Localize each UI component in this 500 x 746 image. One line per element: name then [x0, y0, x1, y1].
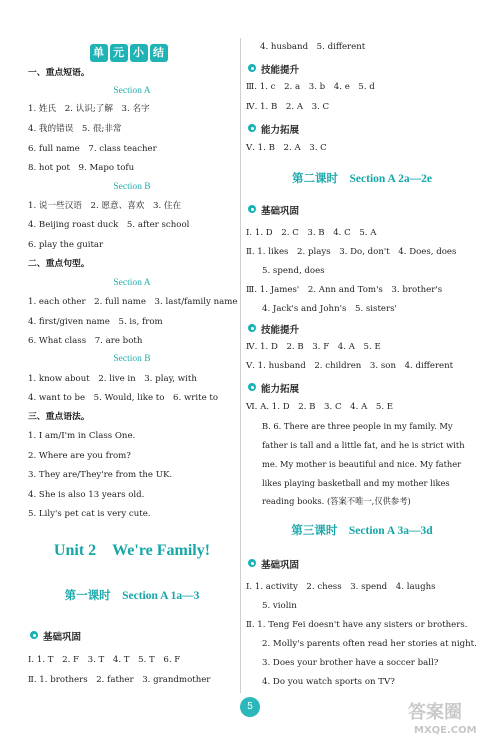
badge-label: 基础巩固 [261, 560, 300, 571]
answer-line: Ⅳ. 1. D 2. B 3. F 4. A 5. E [246, 342, 381, 352]
answer-line: 4. She is also 13 years old. [28, 490, 145, 500]
answer-line: 1. I am/I'm in Class One. [28, 431, 136, 441]
answer-line: Ⅲ. 1. c 2. a 3. b 4. e 5. d [246, 82, 375, 92]
watermark-url: MXQE.COM [414, 725, 477, 736]
answer-line: Ⅴ. 1. husband 2. children 3. son 4. different [246, 361, 454, 371]
bullet-icon [248, 124, 256, 132]
lesson-title: 第一课时 Section A 1a—3 [64, 590, 200, 602]
essay-line: father is tall and a little fat, and he is strict with [262, 440, 465, 450]
answer-line: Ⅱ. 1. brothers 2. father 3. grandmother [28, 675, 211, 685]
answer-line: 4. 我的错误 5. 很;非常 [28, 124, 122, 134]
answer-line: Ⅵ. A. 1. D 2. B 3. C 4. A 5. E [246, 402, 394, 412]
answer-line: Ⅰ. 1. activity 2. chess 3. spend 4. laughs [246, 582, 436, 592]
watermark-logo: 答案圈 [408, 702, 462, 723]
answer-line: 6. play the guitar [28, 240, 104, 250]
answer-line: Ⅱ. 1. likes 2. plays 3. Do, don't 4. Does, does [246, 247, 457, 257]
answer-line: Ⅰ. 1. T 2. F 3. T 4. T 5. T 6. F [28, 655, 181, 665]
answer-line: 5. Lily's pet cat is very cute. [28, 509, 151, 519]
answer-line: 4. want to be 5. Would, like to 6. write to [28, 393, 219, 403]
answer-line: 3. Does your brother have a soccer ball? [262, 658, 439, 668]
answer-line: Ⅴ. 1. B 2. A 3. C [246, 143, 327, 153]
answer-line: 1. 姓氏 2. 认识;了解 3. 名字 [28, 104, 150, 114]
title-char: 单 [90, 44, 108, 62]
answer-line: Ⅳ. 1. B 2. A 3. C [246, 102, 330, 112]
bullet-icon [248, 559, 256, 567]
answer-line: 6. full name 7. class teacher [28, 144, 157, 154]
essay-line: B. 6. There are three people in my family. My [262, 421, 453, 431]
column-divider [240, 38, 241, 693]
answer-line: 2. Molly's parents often read her stories at night. [262, 639, 477, 649]
title-char: 小 [130, 44, 148, 62]
lesson-title: 第二课时 Section A 2a—2e [292, 173, 432, 185]
answer-line: 1. 说一些汉语 2. 愿意、喜欢 3. 住在 [28, 201, 182, 211]
badge-label: 技能提升 [261, 325, 300, 336]
bullet-icon [248, 324, 256, 332]
answer-line: Ⅲ. 1. James' 2. Ann and Tom's 3. brother's [246, 285, 443, 295]
answer-line: 4. Jack's and John's 5. sisters' [262, 304, 397, 314]
bullet-icon [30, 631, 38, 639]
section-label: Section A [113, 278, 151, 288]
answer-line: 5. spend, does [262, 266, 325, 276]
lesson-title: 第三课时 Section A 3a—3d [291, 525, 433, 537]
answer-line: Ⅰ. 1. D 2. C 3. B 4. C 5. A [246, 228, 377, 238]
badge-label: 能力拓展 [261, 125, 300, 136]
badge-label: 技能提升 [261, 65, 300, 76]
heading-sentences: 二、重点句型。 [28, 259, 90, 269]
answer-line: 4. first/given name 5. is, from [28, 317, 163, 327]
heading-phrases: 一、重点短语。 [28, 68, 90, 78]
section-label: Section B [113, 182, 151, 192]
bullet-icon [248, 383, 256, 391]
title-char: 元 [110, 44, 128, 62]
answer-line: 1. each other 2. full name 3. last/family name [28, 297, 238, 307]
page-number: 5 [240, 697, 260, 717]
answer-line: 3. They are/They're from the UK. [28, 470, 173, 480]
unit-title: Unit 2 We're Family! [53, 542, 211, 559]
page-title [88, 44, 172, 62]
title-char: 结 [150, 44, 168, 62]
heading-grammar: 三、重点语法。 [28, 412, 90, 422]
answer-line: 6. What class 7. are both [28, 336, 143, 346]
essay-line: reading books. (答案不唯一,仅供参考) [262, 496, 411, 506]
bullet-icon [248, 64, 256, 72]
answer-line: 4. husband 5. different [260, 42, 366, 52]
bullet-icon [248, 205, 256, 213]
answer-line: 5. violin [262, 601, 297, 611]
section-label: Section A [113, 86, 151, 96]
section-label: Section B [113, 354, 151, 364]
answer-line: 8. hot pot 9. Mapo tofu [28, 163, 135, 173]
answer-line: 4. Do you watch sports on TV? [262, 677, 395, 687]
answer-line: 4. Beijing roast duck 5. after school [28, 220, 190, 230]
essay-line: me. My mother is beautiful and nice. My father [262, 459, 462, 469]
badge-label: 基础巩固 [261, 206, 300, 217]
badge-label: 基础巩固 [43, 632, 82, 643]
essay-line: likes playing basketball and my mother likes [262, 478, 450, 488]
badge-label: 能力拓展 [261, 384, 300, 395]
answer-line: 1. know about 2. live in 3. play, with [28, 374, 197, 384]
answer-line: Ⅱ. 1. Teng Fei doesn't have any sisters or brothers. [246, 620, 468, 630]
answer-line: 2. Where are you from? [28, 451, 131, 461]
